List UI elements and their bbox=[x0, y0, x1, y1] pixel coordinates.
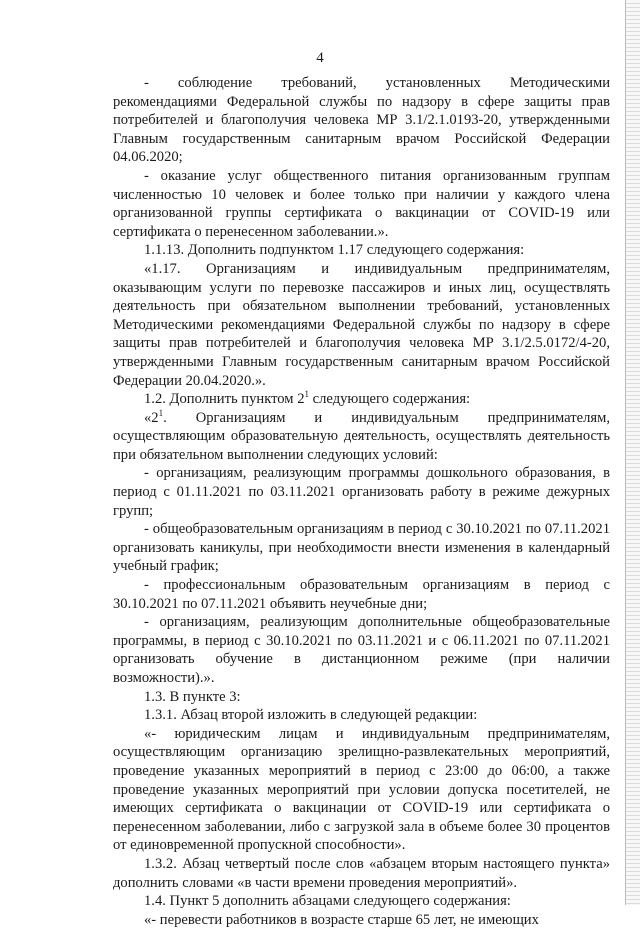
paragraph-preschool: - организациям, реализующим программы дошкольного образования, в период с 01.11.2021 по 03.11.2021 организовать работу в режиме дежурных групп; bbox=[113, 465, 610, 519]
paragraph-1-3-2: 1.3.2. Абзац четвертый после слов «абзацем вторым настоящего пункта» дополнить словами «в части времени проведения мероприятий». bbox=[113, 855, 610, 891]
paragraph-catering: - оказание услуг общественного питания организованным группам численностью 10 человек и более только при наличии у каждого члена организованной группы сертификата о вакцинации от COVID-19 или сертификата о перенесенном заболевании.». bbox=[113, 167, 610, 240]
paragraph-professional-education: - профессиональным образовательным организациям в период с 30.10.2021 по 07.11.2021 объявить неучебные дни; bbox=[113, 577, 610, 612]
paragraph-1-4: 1.4. Пункт 5 дополнить абзацами следующего содержания: bbox=[144, 893, 511, 910]
paragraph-entertainment: «- юридическим лицам и индивидуальным предпринимателям, осуществляющим организацию зрелищно-развлекательных мероприятий, проведение указанных мероприятий в период с 23:00 до 06:00, а также проведение указанных мероприятий при условии допуска посетителей, не имеющих сертификата о вакцинации от COVID-19 или сертификата о перенесенном заболевании, либо с загрузкой зала в объеме более 30 процентов от единовременной пропускной способности». bbox=[113, 725, 610, 854]
paragraph-1-17: «1.17. Организациям и индивидуальным предпринимателям, оказывающим услуги по перевозке пассажиров и иных лиц, осуществлять деятельность при обязательном выполнении требований, установленных Методическими рекомендациями Федеральной службы по надзору в сфере защиты прав потребителей и благополучия человека МР 3.1/2.5.0172/4-20, утвержденными Главным государственным санитарным врачом Российской Федерации 20.04.2020.». bbox=[113, 260, 610, 389]
document-body bbox=[113, 74, 610, 929]
paragraph-2-1: «$2^1$. Организациям и индивидуальным предпринимателям, осуществляющим образовательную деятельность, осуществлять деятельность при обязательном выполнении следующих условий: bbox=[113, 407, 610, 463]
paragraph-workers-65: «- перевести работников в возрасте старше 65 лет, не имеющих bbox=[144, 911, 539, 928]
scanned-page-edge bbox=[625, 0, 640, 905]
page-number: 4 bbox=[316, 50, 324, 66]
paragraph-requirements: - соблюдение требований, установленных Методическими рекомендациями Федеральной службы по надзору в сфере защиты прав потребителей и благополучия человека МР 3.1/2.1.0193-20, утвержденными Главным государственным санитарным врачом Российской Федерации 04.06.2020; bbox=[113, 75, 610, 166]
paragraph-general-education: - общеобразовательным организациям в период с 30.10.2021 по 07.11.2021 организовать каникулы, при необходимости внести изменения в календарный учебный график; bbox=[113, 521, 610, 575]
paragraph-1-3-1: 1.3.1. Абзац второй изложить в следующей редакции: bbox=[144, 707, 478, 724]
paragraph-1-1-13: 1.1.13. Дополнить подпунктом 1.17 следующего содержания: bbox=[144, 242, 525, 259]
paragraph-1-2: 1.2. Дополнить пунктом $2^1$ следующего содержания: bbox=[144, 389, 471, 408]
paragraph-1-3: 1.3. В пункте 3: bbox=[144, 688, 241, 705]
paragraph-additional-education: - организациям, реализующим дополнительные общеобразовательные программы, в период с 30.10.2021 по 03.11.2021 и с 06.11.2021 по 07.11.2021 организовать обучение в дистанционном режиме (при наличии возможности).». bbox=[113, 614, 610, 686]
